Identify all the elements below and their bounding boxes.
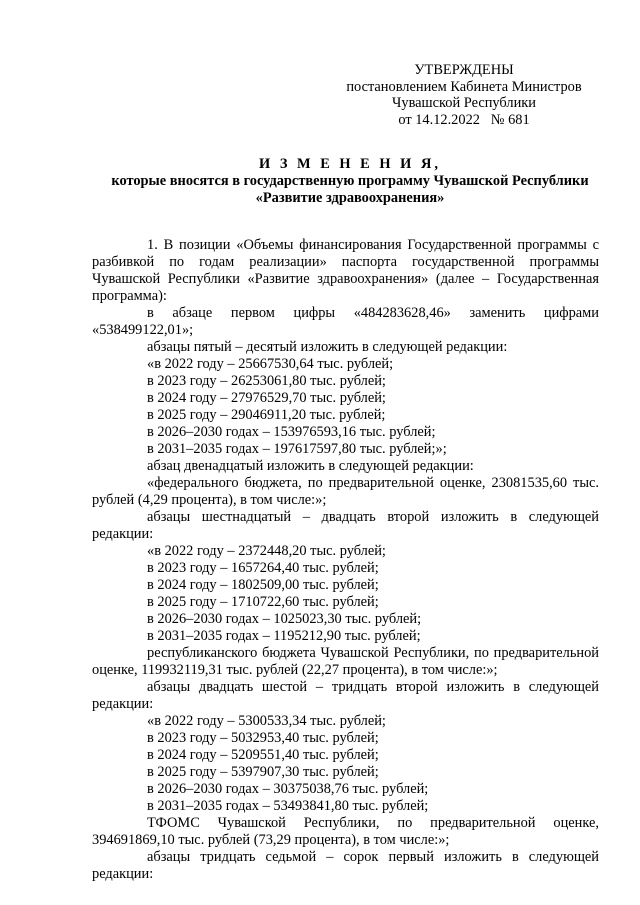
paragraph: «в 2022 году – 25667530,64 тыс. рублей; <box>147 356 394 372</box>
paragraph: в 2031–2035 годах – 197617597,80 тыс. рублей;»; <box>147 441 447 457</box>
paragraph: в абзаце первом цифры «484283628,46» заменить цифрами «538499122,01»; <box>92 305 599 338</box>
title-program-name: «Развитие здравоохранения» <box>255 190 445 206</box>
paragraph: в 2025 году – 29046911,20 тыс. рублей; <box>147 407 386 423</box>
paragraph: в 2026–2030 годах – 30375038,76 тыс. рублей; <box>147 781 429 797</box>
approval-stamp <box>330 62 598 128</box>
paragraph: «в 2022 году – 5300533,34 тыс. рублей; <box>147 713 386 729</box>
paragraph: абзацы двадцать шестой – тридцать второй изложить в следующей редакции: <box>92 679 599 712</box>
paragraph: в 2026–2030 годах – 1025023,30 тыс. рублей; <box>147 611 422 627</box>
title-heading: И З М Е Н Е Н И Я, <box>259 156 441 172</box>
paragraph: в 2024 году – 1802509,00 тыс. рублей; <box>147 577 379 593</box>
paragraph: ТФОМС Чувашской Республики, по предварительной оценке, 394691869,10 тыс. рублей (73,29 процента), в том числе:»; <box>92 815 599 848</box>
paragraph: в 2031–2035 годах – 53493841,80 тыс. рублей; <box>147 798 429 814</box>
paragraph: в 2024 году – 27976529,70 тыс. рублей; <box>147 390 386 406</box>
paragraph: в 2023 году – 1657264,40 тыс. рублей; <box>147 560 379 576</box>
paragraph: в 2023 году – 26253061,80 тыс. рублей; <box>147 373 386 389</box>
approval-heading: УТВЕРЖДЕНЫ <box>414 62 514 78</box>
title-subheading: которые вносятся в государственную программу Чувашской Республики <box>111 173 589 189</box>
document-body <box>92 237 599 883</box>
paragraph: республиканского бюджета Чувашской Республики, по предварительной оценке, 119932119,31 тыс. рублей (22,27 процента), в том числе:»; <box>92 645 599 678</box>
paragraph: абзацы пятый – десятый изложить в следующей редакции: <box>147 339 508 355</box>
document-title <box>100 156 600 207</box>
paragraph: «федерального бюджета, по предварительной оценке, 23081535,60 тыс. рублей (4,29 процента), в том числе:»; <box>92 475 599 508</box>
approval-date-number: от 14.12.2022 № 681 <box>398 111 530 128</box>
paragraph: в 2026–2030 годах – 153976593,16 тыс. рублей; <box>147 424 436 440</box>
paragraph: абзацы тридцать седьмой – сорок первый изложить в следующей редакции: <box>92 849 599 882</box>
paragraph: 1. В позиции «Объемы финансирования Государственной программы с разбивкой по годам реализации» паспорта государственной программы Чувашской Республики «Развитие здравоохранения» (далее – Государственная программа): <box>92 237 599 304</box>
paragraph: в 2025 году – 5397907,30 тыс. рублей; <box>147 764 379 780</box>
paragraph: «в 2022 году – 2372448,20 тыс. рублей; <box>147 543 386 559</box>
paragraph: в 2024 году – 5209551,40 тыс. рублей; <box>147 747 379 763</box>
paragraph: в 2023 году – 5032953,40 тыс. рублей; <box>147 730 379 746</box>
paragraph: в 2025 году – 1710722,60 тыс. рублей; <box>147 594 379 610</box>
paragraph: абзац двенадцатый изложить в следующей редакции: <box>147 458 474 474</box>
paragraph: в 2031–2035 годах – 1195212,90 тыс. рублей; <box>147 628 421 644</box>
approval-authority: постановлением Кабинета Министров <box>346 78 582 95</box>
approval-republic: Чувашской Республики <box>392 95 536 111</box>
paragraph: абзацы шестнадцатый – двадцать второй изложить в следующей редакции: <box>92 509 599 542</box>
